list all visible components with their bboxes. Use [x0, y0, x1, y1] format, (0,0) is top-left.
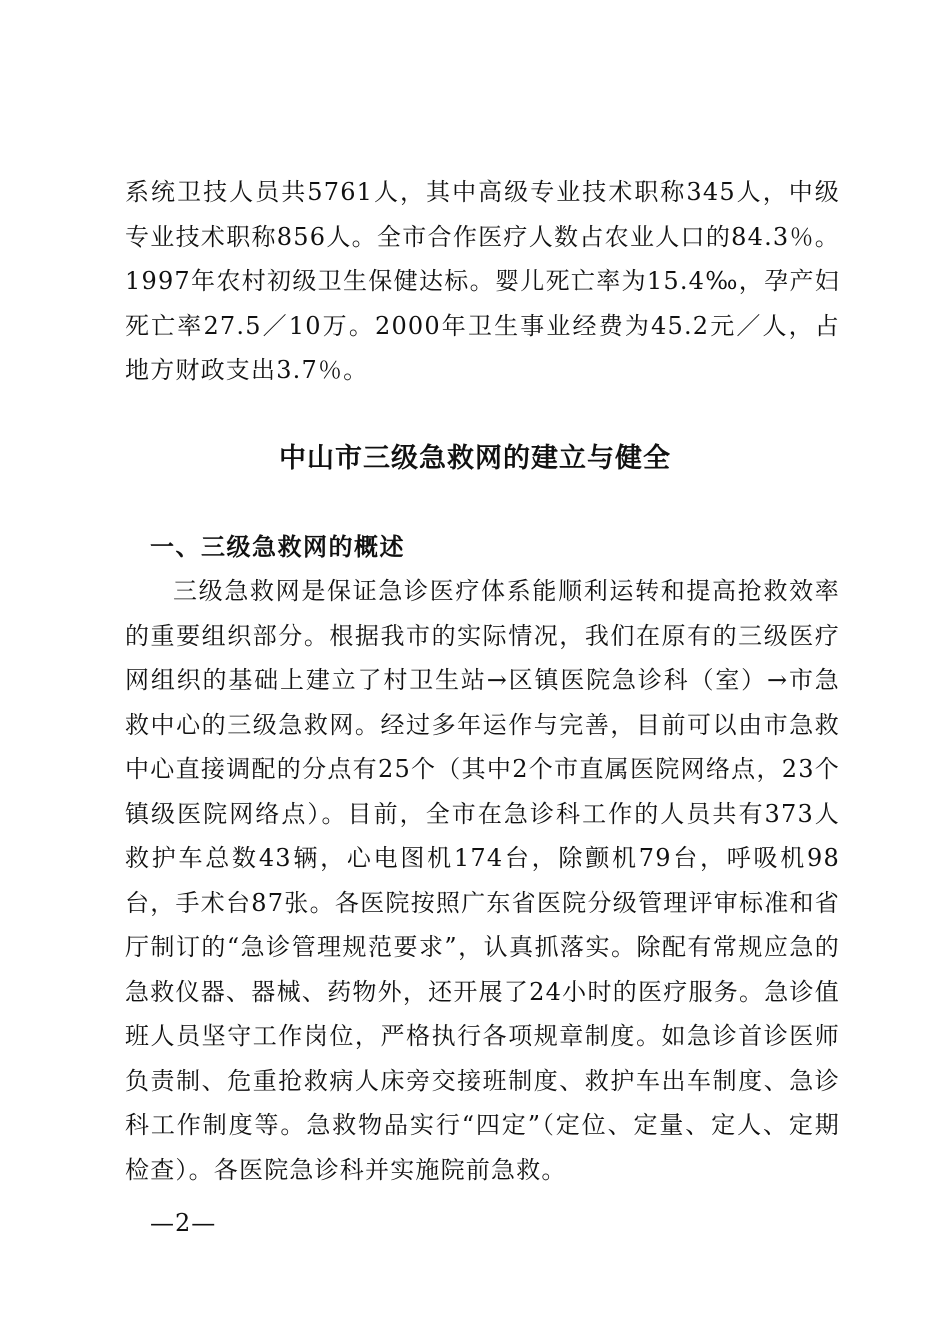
- intro-paragraph: 系统卫技人员共5761人，其中高级专业技术职称345人，中级专业技术职称856人。全市合作医疗人数占农业人口的84.3％。1997年农村初级卫生保健达标。婴儿死亡率为15.4‰，孕产妇死亡率27.5／10万。2000年卫生事业经费为45.2元／人，占地方财政支出3.7％。: [125, 178, 840, 384]
- page-number: —2—: [150, 1209, 217, 1237]
- page-title: 中山市三级急救网的建立与健全: [279, 443, 671, 474]
- body-paragraph: 三级急救网是保证急诊医疗体系能顺利运转和提高抢救效率的重要组织部分。根据我市的实际情况，我们在原有的三级医疗网组织的基础上建立了村卫生站→区镇医院急诊科（室）→市急救中心的三级急救网。经过多年运作与完善，目前可以由市急救中心直接调配的分点有25个（其中2个市直属医院网络点，23个镇级医院网络点）。目前，全市在急诊科工作的人员共有373人救护车总数43辆，心电图机174台，除颤机79台，呼吸机98台，手术台87张。各医院按照广东省医院分级管理评审标准和省厅制订的“急诊管理规范要求”，认真抓落实。除配有常规应急的急救仪器、器械、药物外，还开展了24小时的医疗服务。急诊值班人员坚守工作岗位，严格执行各项规章制度。如急诊首诊医师负责制、危重抢救病人床旁交接班制度、救护车出车制度、急诊科工作制度等。急救物品实行“四定”（定位、定量、定人、定期检查）。各医院急诊科并实施院前急救。: [125, 577, 840, 1184]
- section-heading: 一、三级急救网的概述: [150, 532, 405, 561]
